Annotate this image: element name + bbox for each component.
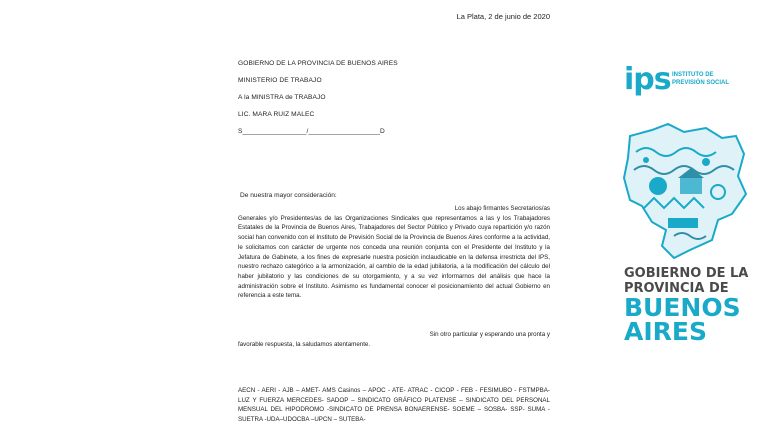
recipient-line-4: LIC. MARA RUIZ MALEC bbox=[238, 111, 315, 118]
letter-page bbox=[232, 8, 550, 440]
closing-line-1: Sin otro particular y esperando una pronta y bbox=[429, 331, 550, 338]
ips-wordmark: ips bbox=[624, 62, 671, 97]
body-paragraph: Generales y/o Presidentes/as de las Organizaciones Sindicales que representamos a las y los Trabajadores Estatales de la Provincia de Buenos Aires, Trabajadores del Sector Público y Privado cuya repartición y/o razón social han convenido con el Instituto de Previsión Social de la Provincia de Buenos Aires conforme a la actividad, le solicitamos con carácter de urgente nos conceda una reunión conjunta con el Presidente del Instituto y la Jefatura de Gabinete, a los fines de expresarle nuestra posición inclaudicable en la defensa irrestricta del IPS, nuestro rechazo categórico a la armonización, al cambio de la edad jubilatoria, a la modificación del cálculo del haber jubilatorio y las condiciones de su otorgamiento, y a su vez informarnos del análisis que hace la administración sobre el Instituto. Asimismo es fundamental conocer el posicionamiento del actual Gobierno en referencia a este tema. bbox=[238, 214, 550, 300]
recipient-line-1: GOBIERNO DE LA PROVINCIA DE BUENOS AIRES bbox=[238, 60, 398, 67]
ba-line-1: BUENOS bbox=[624, 293, 741, 322]
gobierno-text bbox=[624, 266, 748, 296]
letter-date: La Plata, 2 de junio de 2020 bbox=[456, 12, 550, 21]
gob-line-2: PROVINCIA DE bbox=[624, 281, 729, 296]
greeting: De nuestra mayor consideración: bbox=[240, 192, 337, 199]
ips-subtitle-line-1: INSTITUTO DE bbox=[672, 72, 714, 78]
recipient-line-5: S_________________/___________________D bbox=[238, 128, 385, 135]
closing bbox=[238, 330, 550, 349]
ba-line-2: AIRES bbox=[624, 317, 707, 346]
recipient-line-2: MINISTERIO DE TRABAJO bbox=[238, 77, 322, 84]
province-map-icon bbox=[622, 122, 748, 262]
buenos-aires-text bbox=[624, 293, 741, 346]
recipient-line-3: A la MINISTRA de TRABAJO bbox=[238, 94, 326, 101]
letter-body bbox=[238, 204, 550, 301]
ips-subtitle bbox=[672, 71, 729, 87]
ips-subtitle-line-2: PREVISIÓN SOCIAL bbox=[672, 80, 730, 86]
gob-line-1: GOBIERNO DE LA bbox=[624, 266, 749, 281]
body-first-line: Los abajo firmantes Secretarios/as bbox=[454, 205, 550, 212]
signatories: AECN - AERI - AJB – AMET- AMS Casinos – APOC - ATE- ATRAC - CICOP - FEB - FESIMUBO - FSTMPBA- LUZ Y FUERZA MERCEDES- SADOP – SINDICATO GRÁFICO PLATENSE – SINDICATO DEL PERSONAL MENSUAL DEL HIPODROMO -SINDICATO DE PRENSA BONAERENSE- SOEME – SOSBA- SSP- SUMA - SUETRA -UDA–UDOCBA –UPCN – SUTEBA- bbox=[238, 387, 550, 424]
ips-logo bbox=[608, 58, 758, 358]
closing-line-2: favorable respuesta, la saludamos atentamente. bbox=[238, 340, 371, 348]
